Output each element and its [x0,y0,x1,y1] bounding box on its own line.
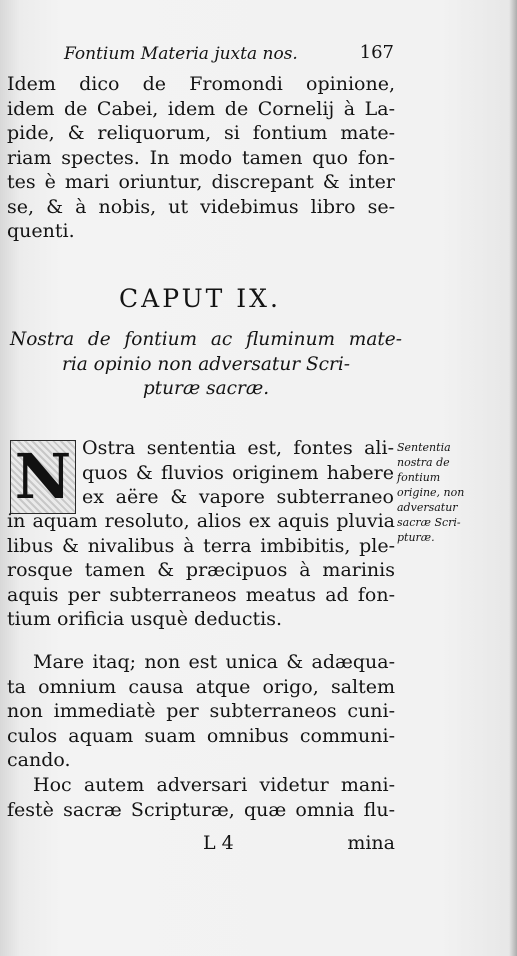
text-line: quenti. [7,220,75,242]
text-line: Hoc autem adversari videtur mani- [33,774,395,796]
text-line: aquis per subterraneos meatus ad fon- [7,583,395,606]
page-footer [7,832,395,858]
margin-note-line: nostra de [397,456,450,469]
text-line: Mare itaq; non est unica & adæqua- [33,651,395,673]
paragraph-3 [7,650,395,773]
chapter-subtitle [10,328,402,402]
text-line: non immediatè per subterraneos cuni- [7,700,395,722]
paragraph-2-indented-lines [82,436,394,510]
paragraph-2-continuation [7,509,395,632]
text-line: Ostra sententia est, fontes ali- [82,437,394,459]
text-line: pide, & reliquorum, si fontium mate- [7,122,395,144]
page-edge-shadow [509,0,517,956]
catchword: mina [347,832,395,854]
chapter-heading: CAPUT IX. [119,284,281,313]
text-line: cando. [7,749,71,771]
marginal-note [397,440,505,545]
running-head-title: Fontium Materia juxta nos. [64,44,298,64]
text-line: in aquam resoluto, alios ex aquis pluvia [7,510,395,532]
text-line: tes è mari oriuntur, discrepant & inter [7,171,395,193]
margin-note-line: pturæ. [397,531,435,544]
text-line: tium orificia usquè deductis. [7,608,282,630]
subtitle-line: Nostra de fontium ac fluminum mate- [10,329,402,350]
text-line: idem de Cabei, idem de Cornelij à La- [7,97,395,120]
subtitle-line: pturæ sacræ. [142,378,270,399]
margin-note-line: sacræ Scri- [397,516,461,529]
margin-note-line: adversatur [397,501,458,514]
initial-letter: N [14,440,72,513]
decorated-initial [10,440,76,514]
text-line: riam spectes. In modo tamen quo fon- [7,146,395,169]
margin-note-line: Sententia [397,441,451,454]
text-line: se, & à nobis, ut videbimus libro se- [7,195,395,218]
margin-note-line: origine, non [397,486,465,499]
paragraph-4 [7,773,395,822]
text-line: libus & nivalibus à terra imbibitis, ple- [7,534,395,557]
margin-note-line: fontium [397,471,441,484]
text-line: festè sacræ Scripturæ, quæ omnia flu- [7,798,395,821]
text-line: quos & fluvios originem habere [82,461,394,484]
page-number: 167 [359,42,394,63]
text-line: culos aquam suam omnibus communi- [7,724,395,747]
text-line: ex aëre & vapore subterraneo [82,486,394,508]
text-line: Idem dico de Fromondi opinione, [7,73,395,95]
subtitle-line: ria opinio non adversatur Scri- [61,353,351,375]
paragraph-1 [7,72,395,244]
text-line: rosque tamen & præcipuos à marinis [7,559,395,581]
text-line: ta omnium causa atque origo, saltem [7,675,395,698]
signature-mark: L 4 [203,832,234,854]
